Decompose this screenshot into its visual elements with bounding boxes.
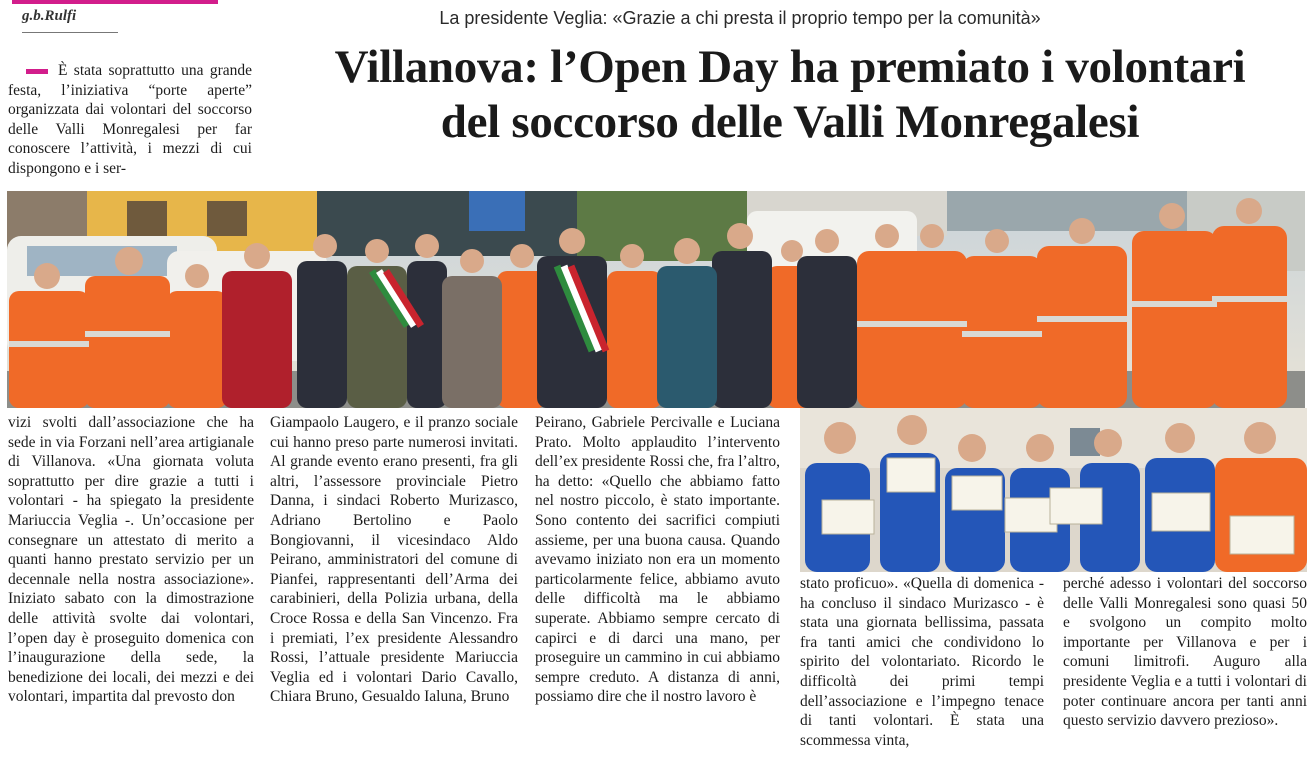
headline bbox=[270, 40, 1307, 150]
article-column-3 bbox=[535, 413, 780, 707]
headline-line-1: Villanova: l’Open Day ha premiato i volontari bbox=[334, 41, 1246, 93]
paragraph-marker bbox=[26, 69, 48, 74]
column-3-text: Peirano, Gabriele Percivalle e Luciana Prato. Molto applaudito l’intervento dell’ex presidente Rossi che, fra l’altro, ha detto: «Quello che abbiamo fatto nel nostro piccolo, è stato importante. Sono contento dei sacrifici compiuti assieme, per una buona causa. Quando avevamo iniziato non era un momento particolarmente felice, abbiamo avuto delle difficoltà ma le abbiamo superate. Abbiamo sempre cercato di capirci e di darci una mano, per proseguire un cammino in cui abbiamo sempre creduto. A distanza di anni, possiamo dire che il nostro lavoro è bbox=[535, 414, 780, 706]
section-color-bar bbox=[12, 0, 218, 4]
award-photo-illustration bbox=[800, 408, 1307, 572]
column-2-text: Giampaolo Laugero, e il pranzo sociale cui hanno preso parte numerosi invitati. Al grande evento erano presenti, fra gli altri, l’assessore provinciale Pietro Danna, i sindaci Roberto Murizasco, Adriano Bertolino e Paolo Bongiovanni, il vicesindaco Aldo Peirano, amministratori del comune di Pianfei, rappresentanti dell’Arma dei carabinieri, della Polizia urbana, della Croce Rossa e della San Vincenzo. Fra i premiati, l’ex presidente Alessandro Rossi, l’attuale presidente Mariuccia Veglia ed i volontari Dario Cavallo, Chiara Bruno, Gesualdo Ialuna, Bruno bbox=[270, 414, 518, 706]
article-column-4 bbox=[800, 574, 1044, 750]
column-1-text: vizi svolti dall’associazione che ha sede in via Forzani nell’area artigianale di Villanova. «Una giornata voluta soprattutto per dire grazie a tutti i volontari - ha spiegato la presidente Mariuccia Veglia -. Un’occasione per consegnare un attestato di merito a quanti hanno prestato servizio per un decennale nella nostra associazione». Iniziato sabato con la dimostrazione delle attività svolte dai volontari, l’open day è proseguito domenica con l’inaugurazione della sede, la benedizione dei locali, dei mezzi e dei volontari, impartita dal prevosto don bbox=[8, 414, 254, 706]
column-4-text: stato proficuo». «Quella di domenica - ha concluso il sindaco Murizasco - è stata una giornata bellissima, passata fra tanti amici che condividono lo spirito del volontariato. Ricordo le difficoltà dei primi tempi dell’associazione e l’impegno tenace di tanti volontari. È stata una scommessa vinta, bbox=[800, 575, 1044, 749]
intro-paragraph bbox=[8, 61, 252, 179]
intro-text: È stata soprattutto una grande festa, l’iniziativa “porte aperte” organizzata dai volontari del soccorso delle Valli Monregalesi per far conoscere l’attività, i mezzi di cui dispongono e i ser- bbox=[8, 62, 252, 177]
group-photo-illustration bbox=[7, 191, 1305, 408]
overline-subtitle: La presidente Veglia: «Grazie a chi presta il proprio tempo per la comunità» bbox=[439, 8, 1041, 28]
column-5-text: perché adesso i volontari del soccorso delle Valli Monregalesi sono quasi 50 e svolgono un compito molto importante per Villanova e per i comuni limitrofi. Auguro alla presidente Veglia e a tutti i volontari di poter continuare ancora per tanti anni questo servizio davvero prezioso». bbox=[1063, 575, 1307, 730]
byline: g.b.Rulfi bbox=[22, 8, 77, 24]
article-column-2 bbox=[270, 413, 518, 707]
article-column-1 bbox=[8, 413, 254, 707]
headline-line-2: del soccorso delle Valli Monregalesi bbox=[440, 96, 1140, 148]
article-column-5 bbox=[1063, 574, 1307, 731]
award-photo bbox=[800, 408, 1307, 572]
group-photo bbox=[7, 191, 1305, 408]
byline-divider bbox=[22, 32, 118, 33]
